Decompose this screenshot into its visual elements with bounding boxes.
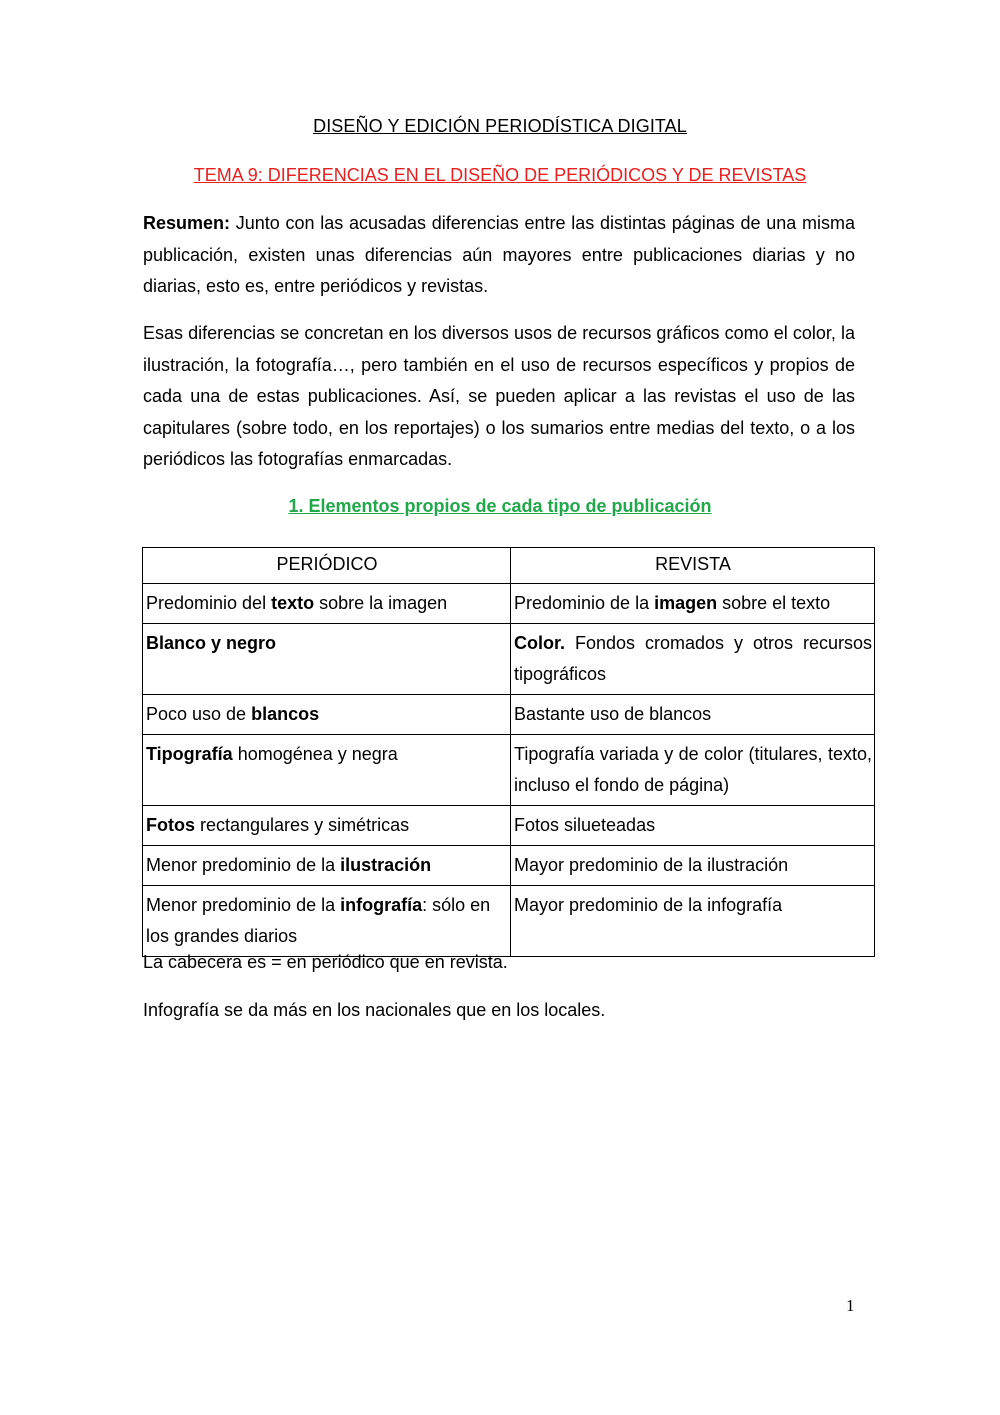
cell-text: Mayor predominio de la ilustración (514, 855, 789, 875)
table-row (143, 624, 875, 695)
cell-text: Bastante uso de blancos (514, 704, 712, 724)
table-header-row (143, 548, 875, 584)
cell-periodico (143, 695, 511, 735)
page-number: 1 (846, 1296, 855, 1315)
cell-text: sobre la imagen (314, 593, 448, 613)
cell-text: blancos (251, 704, 320, 724)
cell-periodico (143, 584, 511, 624)
header-periodico: PERIÓDICO (143, 548, 511, 584)
table-body (143, 584, 875, 957)
table-row (143, 886, 875, 957)
cell-revista (511, 806, 875, 846)
table-row (143, 806, 875, 846)
body-paragraph: Esas diferencias se concretan en los diversos usos de recursos gráficos como el color, la ilustración, la fotografía…, pero también en el uso de recursos específicos y propios de cada una de estas publicaciones. Así, se pueden aplicar a las revistas el uso de las capitulares (sobre todo, en los reportajes) o los sumarios entre medias del texto, o a los periódicos las fotografías enmarcadas. (143, 323, 855, 469)
cell-periodico (143, 735, 511, 806)
cell-text: Predominio del (146, 593, 272, 613)
cell-text: homogénea y negra (232, 744, 398, 764)
cell-revista (511, 846, 875, 886)
summary-paragraph (143, 208, 855, 303)
cell-periodico (143, 624, 511, 695)
cell-periodico (143, 886, 511, 957)
cell-text: Blanco y negro (146, 633, 277, 653)
note-infografia: Infografía se da más en los nacionales que en los locales. (143, 1000, 606, 1020)
cell-text: rectangulares y simétricas (195, 815, 410, 835)
summary-text: Junto con las acusadas diferencias entre las distintas páginas de una misma publicación, existen unas diferencias aún mayores entre publicaciones diarias y no diarias, esto es, entre periódicos y revistas. (143, 213, 855, 296)
table-row (143, 584, 875, 624)
table-row (143, 735, 875, 806)
cell-text: Fondos cromados y otros recursos tipográficos (514, 633, 872, 684)
cell-revista (511, 624, 875, 695)
cell-text: Tipografía variada y de color (titulares, texto, incluso el fondo de página) (514, 744, 872, 795)
cell-text: Menor predominio de la (146, 855, 341, 875)
cell-text: Poco uso de (146, 704, 252, 724)
cell-text: Predominio de la (514, 593, 655, 613)
cell-periodico (143, 806, 511, 846)
cell-revista (511, 735, 875, 806)
header-revista: REVISTA (511, 548, 875, 584)
cell-text: Menor predominio de la (146, 895, 341, 915)
cell-text: infografía (340, 895, 423, 915)
document-title: DISEÑO Y EDICIÓN PERIODÍSTICA DIGITAL (313, 116, 687, 136)
cell-text: Mayor predominio de la infografía (514, 895, 783, 915)
table-row (143, 695, 875, 735)
section-heading: 1. Elementos propios de cada tipo de publicación (288, 496, 712, 516)
summary-label: Resumen: (143, 213, 231, 233)
cell-text: Tipografía (146, 744, 233, 764)
cell-revista (511, 886, 875, 957)
table-row (143, 846, 875, 886)
cell-text: Fotos (146, 815, 195, 835)
cell-text: : sólo en los grandes diarios (146, 895, 491, 946)
cell-periodico (143, 846, 511, 886)
cell-revista (511, 695, 875, 735)
cell-text: imagen (654, 593, 718, 613)
cell-revista (511, 584, 875, 624)
cell-text: Color. (514, 633, 566, 653)
cell-text: Fotos silueteadas (514, 815, 656, 835)
note-cabecera: La cabecera es = en periódico que en revista. (143, 952, 508, 972)
cell-text: ilustración (340, 855, 432, 875)
comparison-table (142, 547, 875, 957)
cell-text: sobre el texto (717, 593, 831, 613)
topic-subtitle: TEMA 9: DIFERENCIAS EN EL DISEÑO DE PERIÓDICOS Y DE REVISTAS (193, 165, 807, 185)
cell-text: texto (271, 593, 315, 613)
